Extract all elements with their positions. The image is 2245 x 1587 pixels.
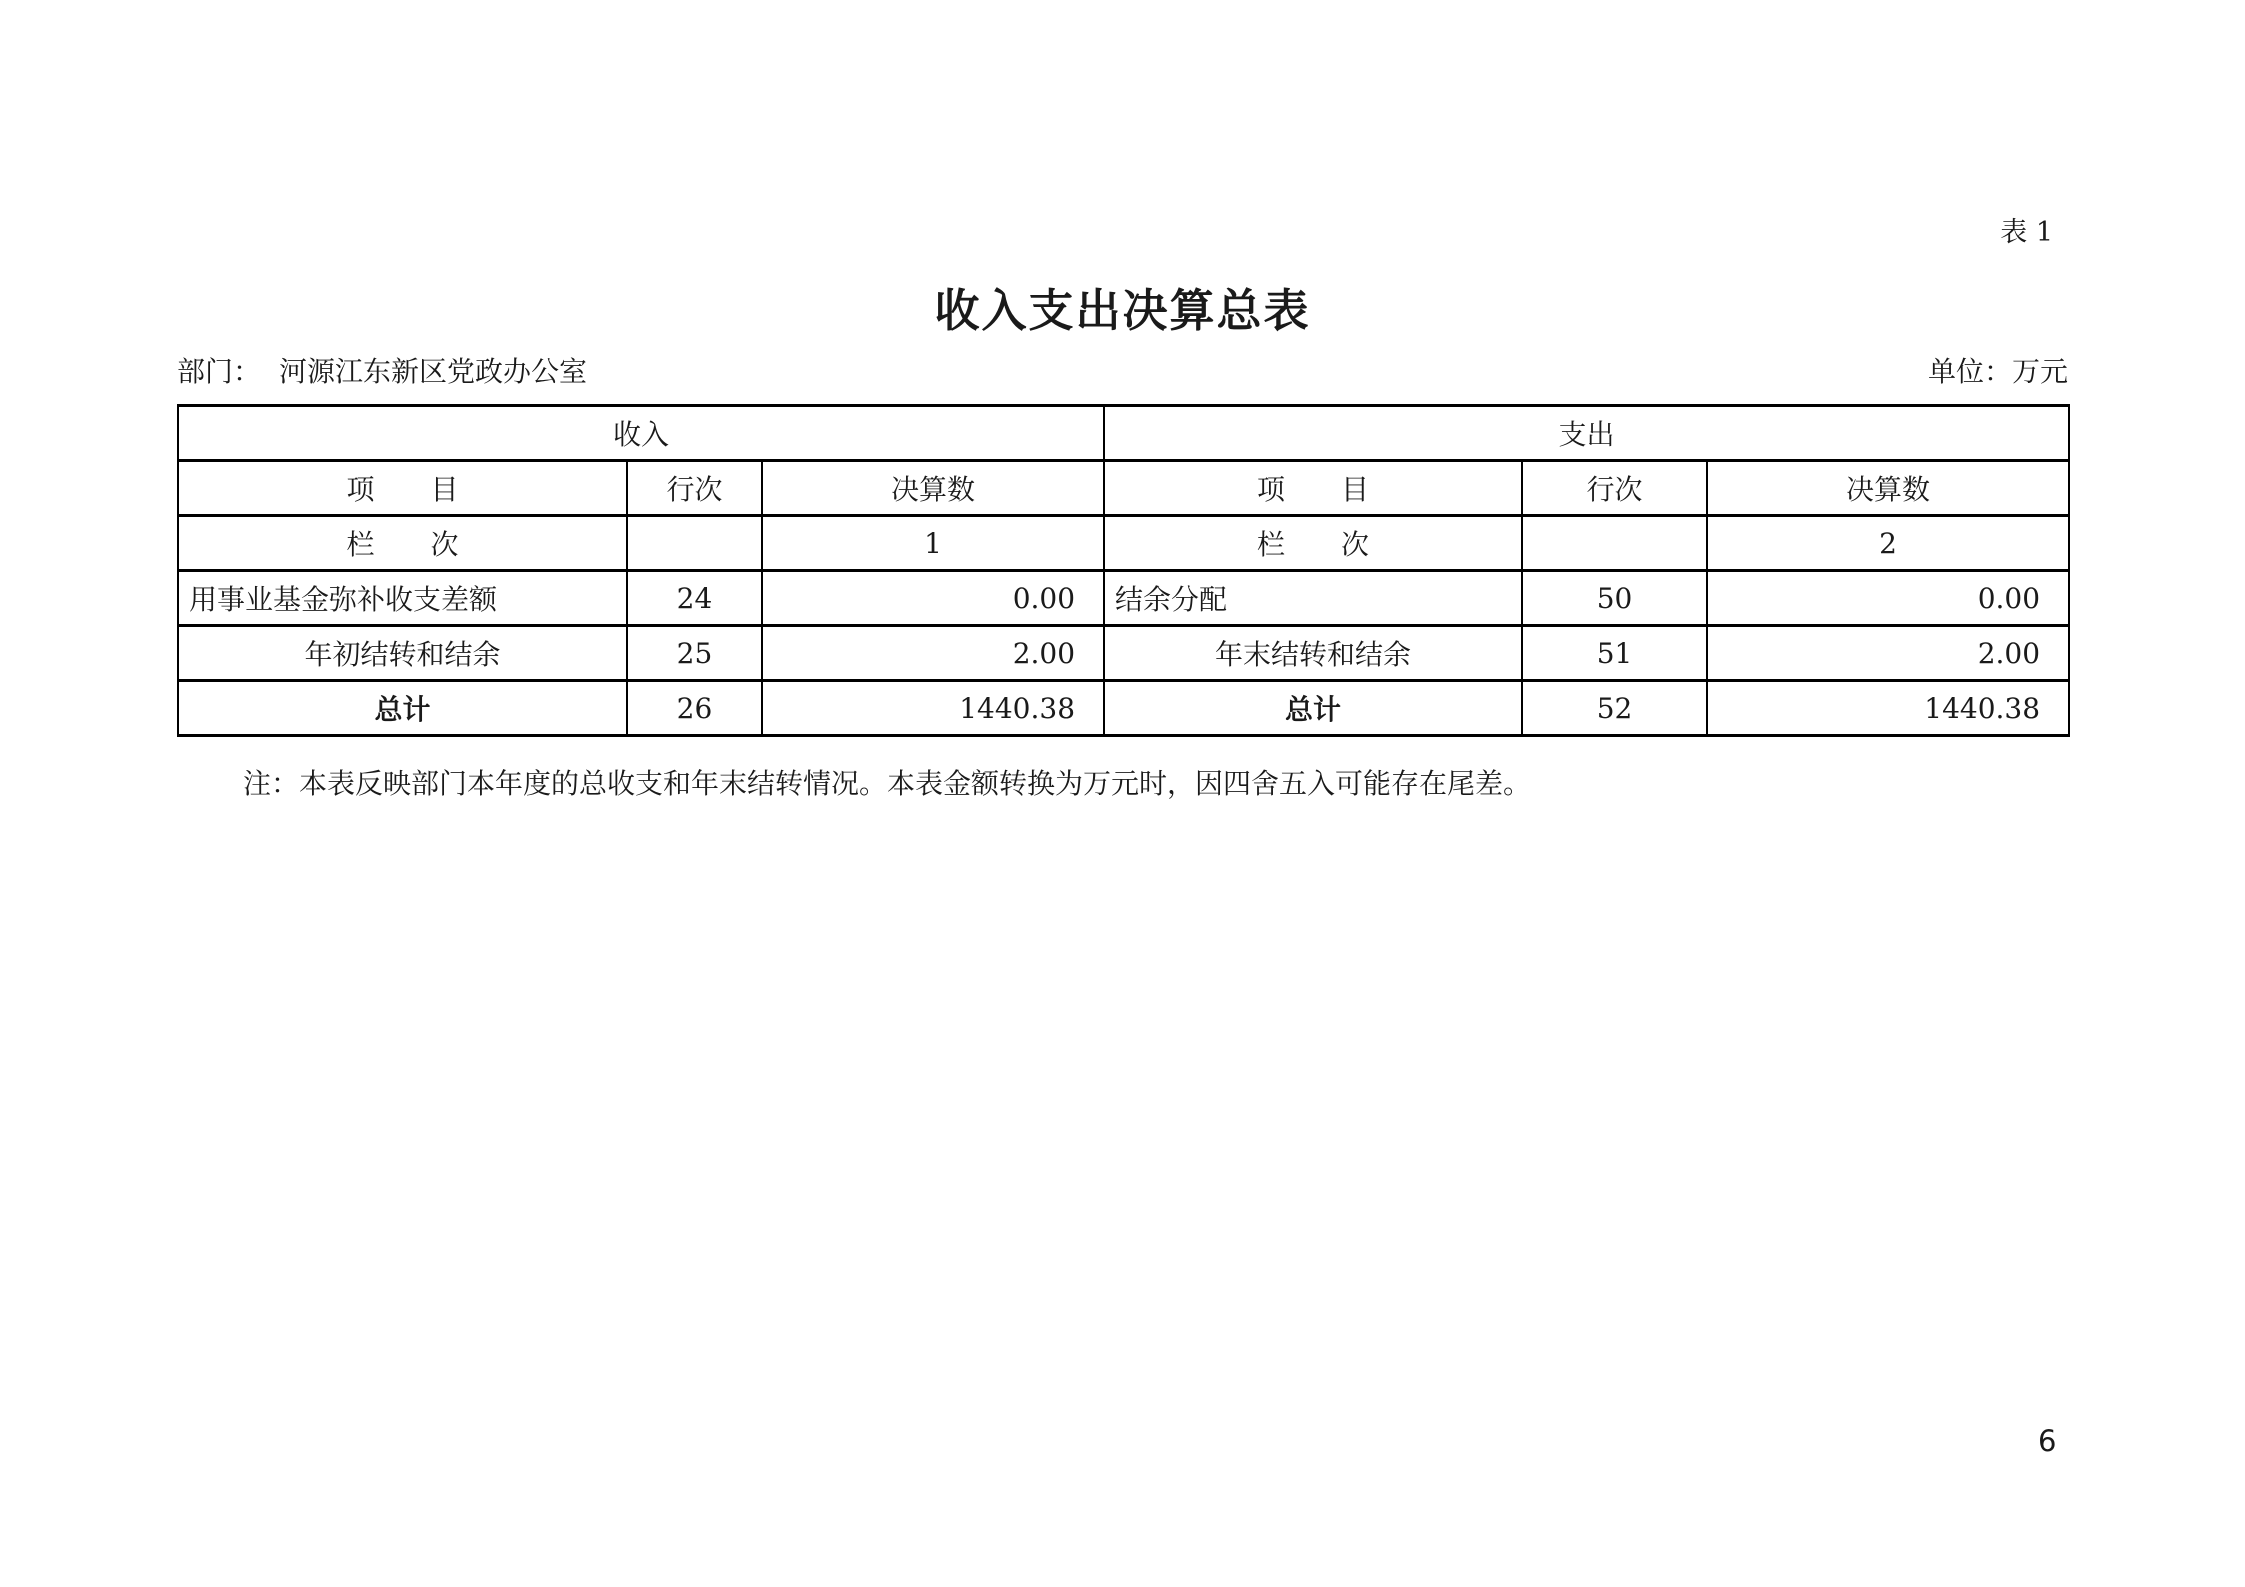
expense-amount-cell: 2 (1707, 516, 2069, 571)
income-row-no-cell: 26 (627, 681, 762, 736)
income-item-cell: 用事业基金弥补收支差额 (178, 571, 627, 626)
income-row-no-cell (627, 516, 762, 571)
expense-item-cell: 栏 次 (1104, 516, 1522, 571)
expense-item-cell: 结余分配 (1104, 571, 1522, 626)
expense-amount-cell: 0.00 (1707, 571, 2069, 626)
income-item-cell: 栏 次 (178, 516, 627, 571)
department-label: 部门： (177, 355, 262, 388)
income-item-cell: 年初结转和结余 (178, 626, 627, 681)
income-total-label: 总计 (178, 681, 627, 736)
table-row-total (178, 681, 2069, 736)
income-amount-cell: 1 (762, 516, 1104, 571)
expense-total-amount: 1440.38 (1707, 681, 2069, 736)
expense-row-no-cell: 50 (1522, 571, 1707, 626)
meta-line (177, 350, 2068, 390)
expense-row-no-header: 行次 (1522, 461, 1707, 516)
expense-amount-cell: 2.00 (1707, 626, 2069, 681)
department-value: 河源江东新区党政办公室 (279, 355, 588, 388)
footnote: 注：本表反映部门本年度的总收支和年末结转情况。本表金额转换为万元时，因四舍五入可能存在尾差。 (243, 767, 1532, 800)
expense-row-no-cell (1522, 516, 1707, 571)
income-total-amount: 1440.38 (762, 681, 1104, 736)
column-header-row (178, 461, 2069, 516)
expense-row-no-cell: 51 (1522, 626, 1707, 681)
page-title: 收入支出决算总表 (934, 284, 1311, 337)
income-expense-table (177, 404, 2070, 737)
income-section-header: 收入 (178, 406, 1104, 461)
income-amount-header: 决算数 (762, 461, 1104, 516)
income-row-no-header: 行次 (627, 461, 762, 516)
table-number-label: 表 1 (2000, 217, 2053, 248)
expense-item-header: 项 目 (1104, 461, 1522, 516)
expense-section-header: 支出 (1104, 406, 2069, 461)
unit-label: 单位：万元 (1927, 355, 2068, 388)
section-header-row (178, 406, 2069, 461)
table-row-carryover (178, 626, 2069, 681)
department-line (177, 350, 587, 390)
income-row-no-cell: 25 (627, 626, 762, 681)
income-row-no-cell: 24 (627, 571, 762, 626)
income-amount-cell: 0.00 (762, 571, 1104, 626)
expense-item-cell: 年末结转和结余 (1104, 626, 1522, 681)
expense-total-label: 总计 (1104, 681, 1522, 736)
page-number: 6 (2038, 1424, 2057, 1458)
income-amount-cell: 2.00 (762, 626, 1104, 681)
table-row-column-index (178, 516, 2069, 571)
income-item-header: 项 目 (178, 461, 627, 516)
table-row-fund-balance (178, 571, 2069, 626)
expense-row-no-cell: 52 (1522, 681, 1707, 736)
expense-amount-header: 决算数 (1707, 461, 2069, 516)
